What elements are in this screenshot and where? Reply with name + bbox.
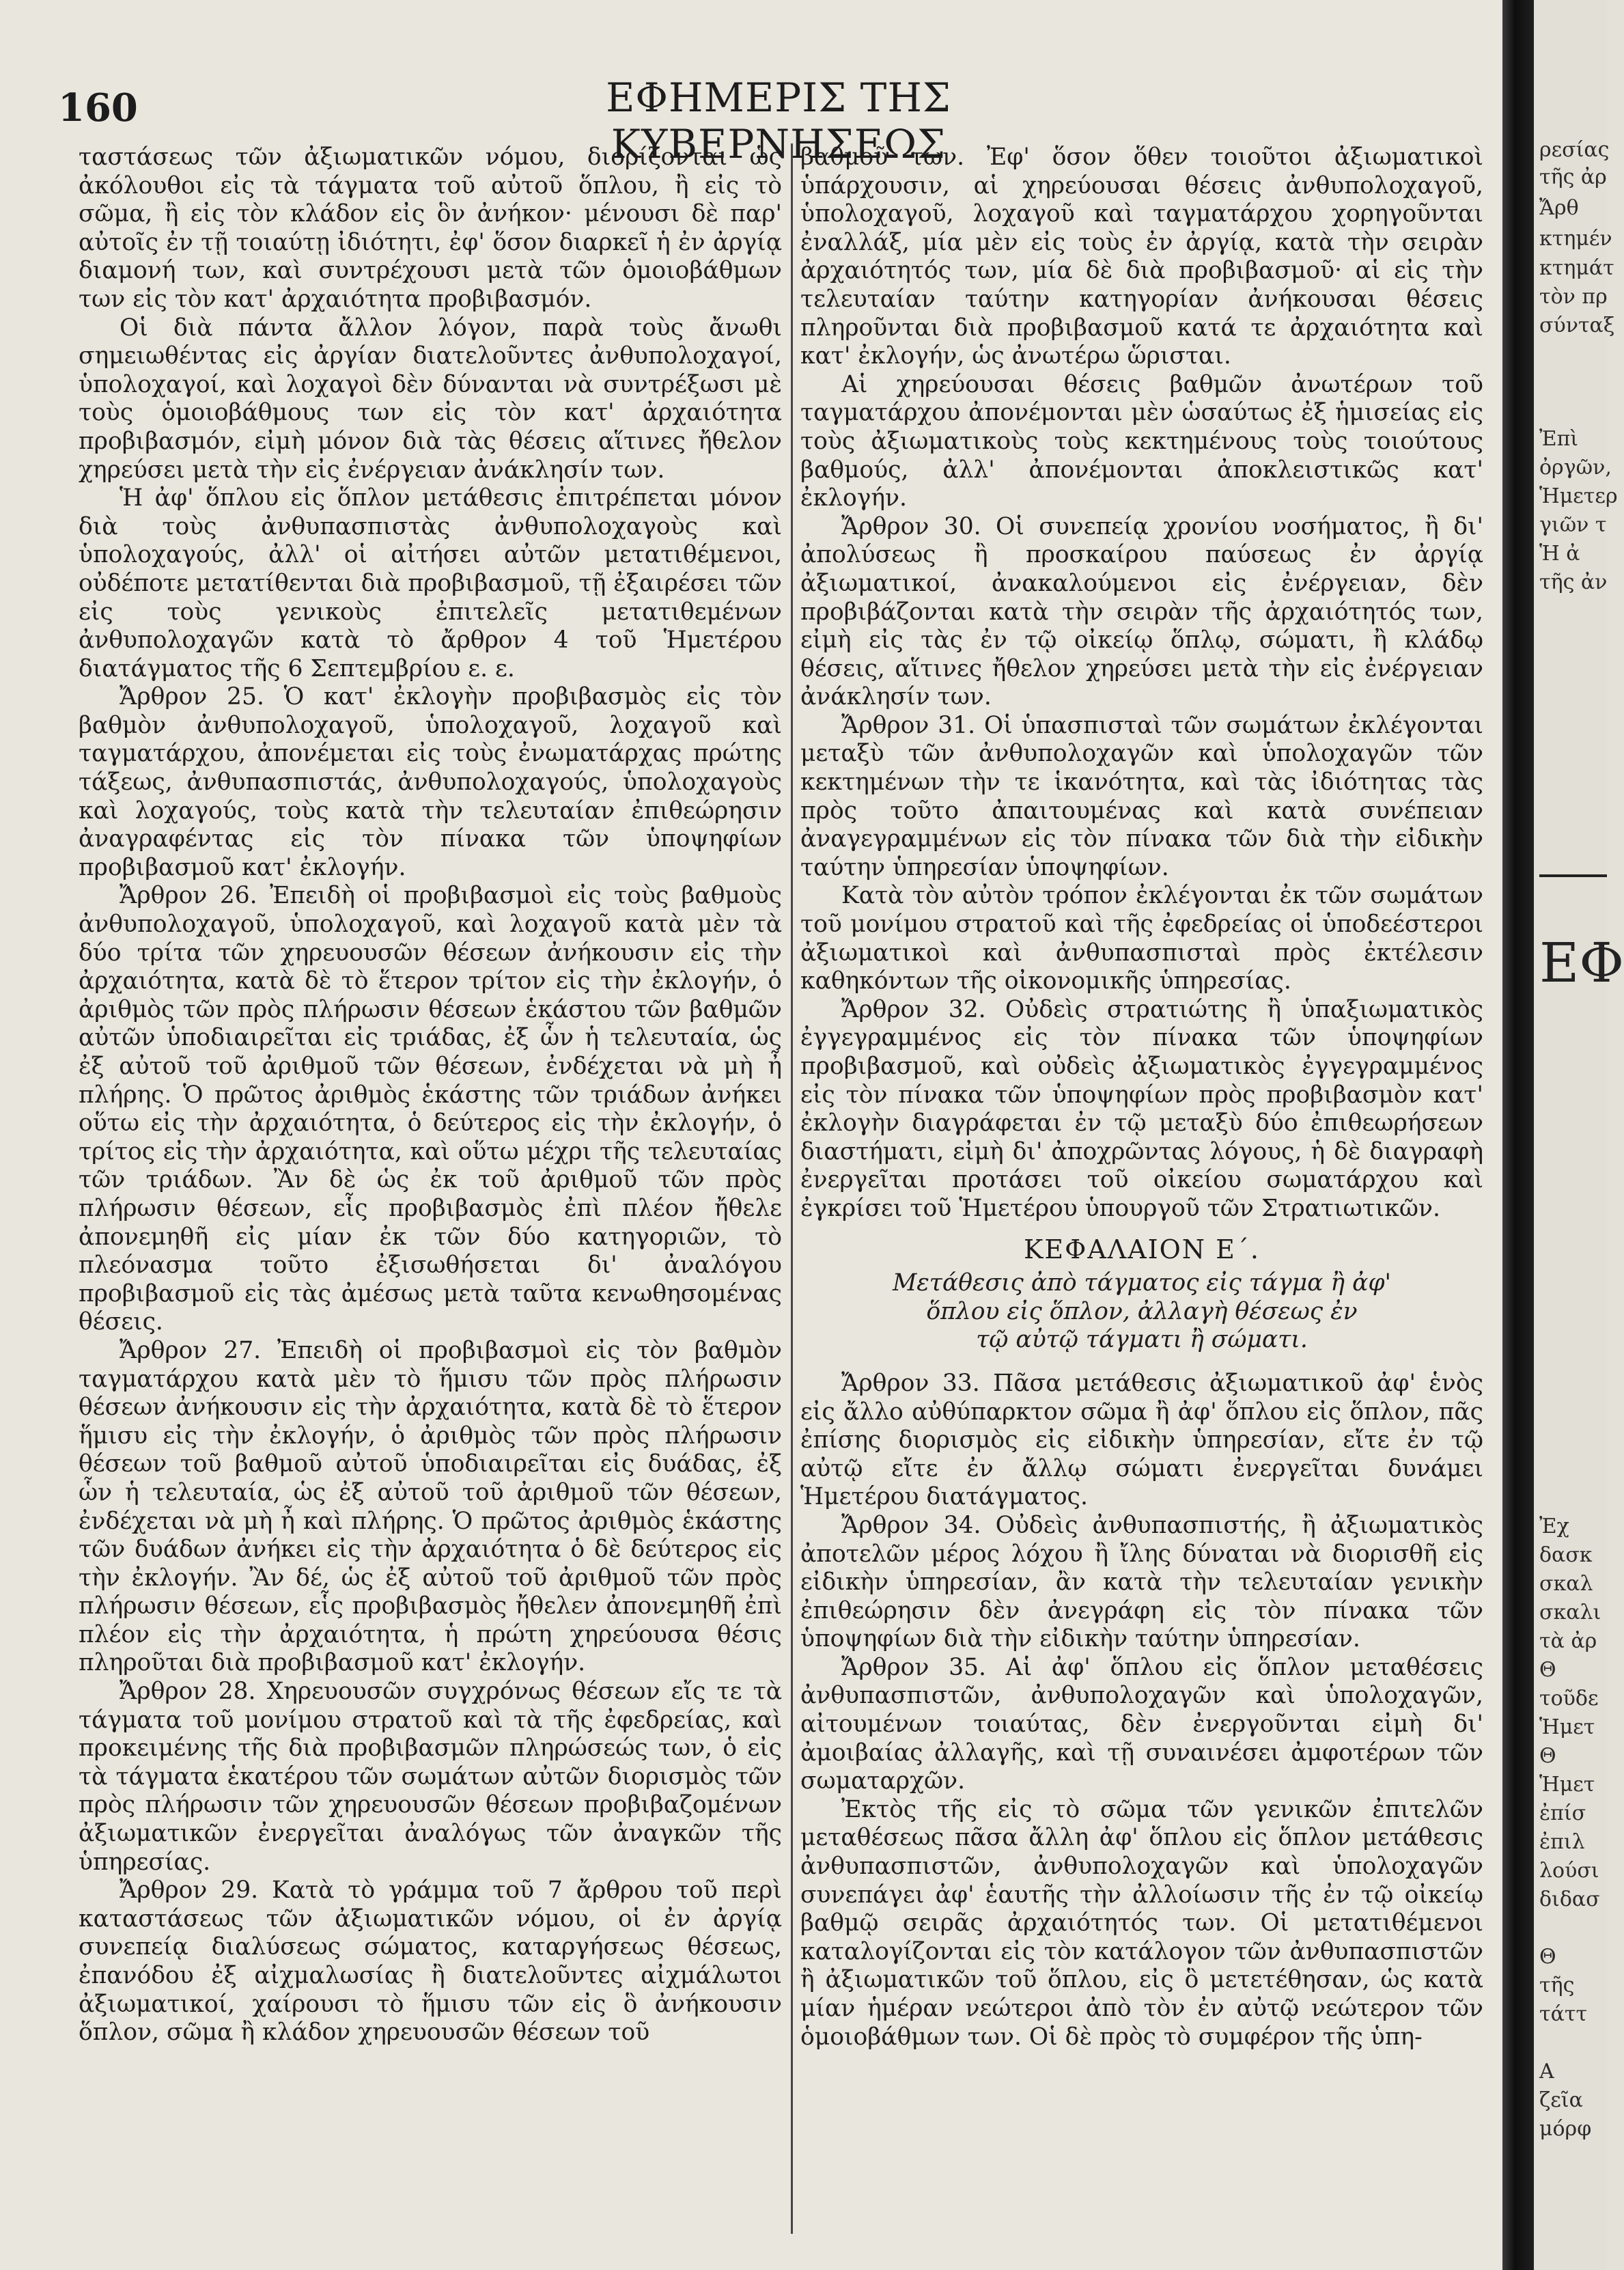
article-26: Ἄρθρον 26. Ἐπειδὴ οἱ προβιβασμοὶ εἰς τοὺς βαθμοὺς ἀνθυπολοχαγοῦ, ὑπολοχαγοῦ, καὶ λοχαγοῦ κατὰ μὲν τὰ δύο τρίτα τῶν χηρευουσῶν θέσεων ἀνήκουσιν εἰς τὴν ἀρχαιότητα, κατὰ δὲ τὸ ἕτερον τρίτον εἰς τὴν ἐκλογήν, ὁ ἀριθμὸς τῶν πρὸς πλήρωσιν θέσεων ἑκάστου τῶν βαθμῶν αὐτῶν ὑποδιαιρεῖται εἰς τριάδας, ἐξ ὧν ἡ τελευταία, ὡς ἐξ αὐτοῦ τοῦ ἀριθμοῦ τῶν θέσεων, ἐνδέχεται νὰ μὴ ἦ πλήρης. Ὁ πρῶτος ἀριθμὸς ἑκάστης τῶν τριάδων ἀνήκει οὕτω εἰς τὴν ἀρχαιότητα, ὁ δεύτερος εἰς τὴν ἐκλογήν, ὁ τρίτος εἰς τὴν ἀρχαιότητα, καὶ οὕτω μέχρι τῆς τελευταίας τῶν τριάδων. Ἂν δὲ ὡς ἐκ τοῦ ἀριθμοῦ τῶν πρὸς πλήρωσιν θέσεων, εἷς προβιβασμὸς ἐπὶ πλέον ἤθελε ἀπονεμηθῆ εἰς μίαν ἐκ τῶν δύο κατηγοριῶν, τὸ πλεόνασμα τοῦτο ἐξισωθήσεται δι' ἀναλόγου προβιβασμοῦ εἰς τὰς ἀμέσως μετὰ ταῦτα κενωθησομένας θέσεις. — [79, 882, 782, 1336]
adjacent-text-fragment: Α — [1539, 2060, 1554, 2084]
adjacent-text-fragment: ζεῖα — [1539, 2088, 1583, 2112]
paragraph: Οἱ διὰ πάντα ἄλλον λόγον, παρὰ τοὺς ἄνωθι σημειωθέντας εἰς ἀργίαν διατελοῦντες ἀνθυπολοχαγοί, ὑπολοχαγοί, καὶ λοχαγοὶ δὲν δύνανται νὰ συντρέξωσι μὲ τοὺς ὁμοιοβάθμους των εἰς τὸν κατ' ἀρχαιότητα προβιβασμόν, εἰμὴ μόνον διὰ τὰς θέσεις αἵτινες ἤθελον χηρεύσει μετὰ τὴν εἰς ἐνέργειαν ἀνάκλησίν των. — [79, 314, 782, 484]
adjacent-text-fragment: Ἡ ἀ — [1539, 542, 1580, 566]
left-column — [79, 143, 782, 2047]
adjacent-text-fragment: λούσι — [1539, 1859, 1599, 1883]
article-33: Ἄρθρον 33. Πᾶσα μετάθεσις ἀξιωματικοῦ ἀφ' ἑνὸς εἰς ἄλλο αὐθύπαρκτον σῶμα ἢ ἀφ' ὅπλου εἰς ὅπλον, πᾶς ἐπίσης διορισμὸς εἰς εἰδικὴν ὑπηρεσίαν, εἴτε ἐν τῷ αὐτῷ εἴτε ἐν ἄλλῳ σώματι ἐνεργεῖται δυνάμει Ἡμετέρου διατάγματος. — [800, 1369, 1483, 1511]
adjacent-text-fragment: κτημάτ — [1539, 256, 1614, 280]
adjacent-text-fragment: ὀργῶν, — [1539, 456, 1612, 480]
adjacent-rule — [1539, 874, 1607, 877]
chapter-subtitle-line: ὅπλου εἰς ὅπλον, ἀλλαγὴ θέσεως ἐν — [926, 1297, 1358, 1325]
adjacent-text-fragment: ἐπιλ — [1539, 1830, 1585, 1854]
article-29: Ἄρθρον 29. Κατὰ τὸ γράμμα τοῦ 7 ἄρθρου τοῦ περὶ καταστάσεως τῶν ἀξιωματικῶν νόμου, οἱ ἐν ἀργίᾳ συνεπείᾳ διαλύσεως σώματος, καταργήσεως θέσεως, ἐπανόδου ἐξ αἰχμαλωσίας ἢ διατελοῦντες αἰχμάλωτοι ἀξιωματικοί, χαίρουσι τὸ ἥμισυ τῶν εἰς ὃ ἀνήκουσιν ὅπλον, σῶμα ἢ κλάδον χηρευουσῶν θέσεων τοῦ — [79, 1877, 782, 2047]
paragraph: Ἡ ἀφ' ὅπλου εἰς ὅπλον μετάθεσις ἐπιτρέπεται μόνον διὰ τοὺς ἀνθυπασπιστὰς ἀνθυπολοχαγοὺς καὶ ὑπολοχαγούς, ἀλλ' οἱ αἰτήσει αὐτῶν μετατιθέμενοι, οὐδέποτε μετατίθενται διὰ προβιβασμοῦ, τῇ ἐξαιρέσει τῶν εἰς τοὺς γενικοὺς ἐπιτελεῖς μετατιθεμένων ἀνθυπολοχαγῶν κατὰ τὸ ἄρθρον 4 τοῦ Ἡμετέρου διατάγματος τῆς 6 Σεπτεμβρίου ε. ε. — [79, 484, 782, 682]
adjacent-text-fragment: σύνταξ — [1539, 314, 1615, 337]
article-35: Ἄρθρον 35. Αἱ ἀφ' ὅπλου εἰς ὅπλον μεταθέσεις ἀνθυπασπιστῶν, ἀνθυπολοχαγῶν καὶ ὑπολοχαγῶν, αἰτουμένων τοιαύτας, δὲν ἐνεργοῦνται εἰμὴ δι' ἀμοιβαίας ἀλλαγῆς, καὶ τῇ συναινέσει ἀμφοτέρων τῶν σωματαρχῶν. — [800, 1653, 1483, 1795]
adjacent-text-fragment: δασκ — [1539, 1543, 1593, 1567]
adjacent-text-fragment: Θ — [1539, 1945, 1556, 1969]
adjacent-text-fragment: τοῦδε — [1539, 1687, 1599, 1711]
adjacent-text-fragment: Ἐχ — [1539, 1514, 1569, 1538]
adjacent-text-fragment: γιῶν τ — [1539, 513, 1607, 537]
paragraph: Κατὰ τὸν αὐτὸν τρόπον ἐκλέγονται ἐκ τῶν σωμάτων τοῦ μονίμου στρατοῦ καὶ τῆς ἐφεδρείας οἱ ὑποδεέστεροι ἀξιωματικοὶ καὶ ἀνθυπασπισταὶ πρὸς ἐκτέλεσιν καθηκόντων τῆς οἰκονομικῆς ὑπηρεσίας. — [800, 882, 1483, 995]
adjacent-text-fragment: ἐπίσ — [1539, 1801, 1586, 1825]
adjacent-text-fragment: Ἡμετ — [1539, 1773, 1595, 1797]
column-divider — [791, 143, 793, 2234]
article-34: Ἄρθρον 34. Οὐδεὶς ἀνθυπασπιστής, ἢ ἀξιωματικὸς ἀποτελῶν μέρος λόχου ἢ ἴλης δύναται νὰ διορισθῆ εἰς εἰδικὴν ὑπηρεσίαν, ἂν κατὰ τὴν τελευταίαν γενικὴν ἐπιθεώρησιν δὲν ἀνεγράφη εἰς τὸν πίνακα τῶν ὑποψηφίων διὰ τὴν εἰδικὴν ταύτην ὑπηρεσίαν. — [800, 1511, 1483, 1653]
adjacent-heading-fragment: ΕΦ — [1539, 931, 1624, 995]
adjacent-text-fragment: Θ — [1539, 1744, 1556, 1768]
article-28: Ἄρθρον 28. Χηρευουσῶν συγχρόνως θέσεων εἴς τε τὰ τάγματα τοῦ μονίμου στρατοῦ καὶ τὰ τῆς ἐφεδρείας, καὶ προκειμένης τῆς διὰ προβιβασμῶν πληρώσεώς των, ὁ εἰς τὰ τάγματα ἑκατέρου τῶν σωμάτων αὐτῶν διορισμὸς τῶν πρὸς πλήρωσιν τῶν χηρευουσῶν θέσεων προβιβαζομένων ἀξιωματικῶν ἐνεργεῖται ἀναλόγως τῶν ἀναγκῶν τῆς ὑπηρεσίας. — [79, 1678, 782, 1876]
adjacent-text-fragment: τῆς ἀρ — [1539, 165, 1607, 189]
adjacent-text-fragment: τῆς ἀν — [1539, 570, 1608, 594]
adjacent-text-fragment: σκαλι — [1539, 1601, 1601, 1624]
adjacent-text-fragment: Θ — [1539, 1658, 1556, 1682]
book-spine-gutter — [1502, 0, 1534, 2270]
adjacent-text-fragment: κτημέν — [1539, 227, 1612, 251]
right-column — [800, 143, 1483, 2051]
chapter-title: ΚΕΦΑΛΑΙΟΝ Ε΄. — [1024, 1234, 1260, 1264]
page-number: 160 — [58, 85, 138, 130]
paragraph: Ἐκτὸς τῆς εἰς τὸ σῶμα τῶν γενικῶν ἐπιτελῶν μεταθέσεως πᾶσα ἄλλη ἀφ' ὅπλου εἰς ὅπλον μετάθεσις ἀνθυπασπιστῶν, ἀνθυπολοχαγῶν καὶ ὑπολοχαγῶν συνεπάγει ἀφ' ἑαυτῆς τὴν ἀλλοίωσιν τῆς ἐν τῷ οἰκείῳ βαθμῷ σειρᾶς ἀρχαιότητός των. Οἱ μετατιθέμενοι καταλογίζονται εἰς τὸν κατάλογον τῶν ἀνθυπασπιστῶν ἢ ἀξιωματικῶν τοῦ ὅπλου, εἰς ὃ μετετέθησαν, ὡς κατὰ μίαν ἡμέραν νεώτεροι ἀπὸ τὸν ἐν αὐτῷ νεώτερον τῶν ὁμοιοβάθμων των. Οἱ δὲ πρὸς τὸ συμφέρον τῆς ὑπη- — [800, 1795, 1483, 2051]
running-title: ΕΦΗΜΕΡΙΣ ΤΗΣ ΚΥΒΕΡΝΗΣΕΩΣ — [606, 74, 951, 167]
paragraph-continuation: ταστάσεως τῶν ἀξιωματικῶν νόμου, διορίζονται ὡς ἀκόλουθοι εἰς τὰ τάγματα τοῦ αὐτοῦ ὅπλου, ἢ εἰς τὸ σῶμα, ἢ εἰς τὸν κλάδον εἰς ὃν ἀνήκον· μένουσι δὲ παρ' αὐτοῖς ἐν τῇ τοιαύτῃ ἰδιότητι, ἐφ' ὅσον διαρκεῖ ἡ ἐν ἀργίᾳ διαμονή των, καὶ συντρέχουσι μετὰ τῶν ὁμοιοβάθμων των εἰς τὸν κατ' ἀρχαιότητα προβιβασμόν. — [79, 143, 782, 313]
adjacent-text-fragment: ρεσίας — [1539, 138, 1610, 162]
adjacent-text-fragment: τὰ ἀρ — [1539, 1629, 1597, 1653]
adjacent-page-edge — [1534, 0, 1624, 2270]
chapter-subtitle-line: Μετάθεσις ἀπὸ τάγματος εἰς τάγμα ἢ ἀφ' — [892, 1269, 1392, 1297]
article-27: Ἄρθρον 27. Ἐπειδὴ οἱ προβιβασμοὶ εἰς τὸν βαθμὸν ταγματάρχου κατὰ μὲν τὸ ἥμισυ τῶν πρὸς πλήρωσιν θέσεων ἀνήκουσιν εἰς τὴν ἀρχαιότητα, κατὰ δὲ τὸ ἕτερον ἥμισυ εἰς τὴν ἐκλογήν, ὁ ἀριθμὸς τῶν πρὸς πλήρωσιν θέσεων τοῦ βαθμοῦ αὐτοῦ ὑποδιαιρεῖται εἰς δυάδας, ἐξ ὧν ἡ τελευταία, ὡς ἐξ αὐτοῦ τοῦ ἀριθμοῦ τῶν θέσεων, ἐνδέχεται νὰ μὴ ἦ καὶ πλήρης. Ὁ πρῶτος ἀριθμὸς ἑκάστης τῶν δυάδων ἀνήκει εἰς τὴν ἀρχαιότητα ὁ δὲ δεύτερος εἰς τὴν ἐκλογήν. Ἂν δέ, ὡς ἐξ αὐτοῦ τοῦ ἀριθμοῦ τῶν πρὸς πλήρωσιν θέσεων, εἷς προβιβασμὸς ἤθελεν ἀπονεμηθῆ ἐπὶ πλέον εἰς τὴν ἀρχαιότητα, ἡ πρώτη χηρεύουσα θέσις πληροῦται διὰ προβιβασμοῦ κατ' ἐκλογήν. — [79, 1336, 782, 1677]
article-31: Ἄρθρον 31. Οἱ ὑπασπισταὶ τῶν σωμάτων ἐκλέγονται μεταξὺ τῶν ἀνθυπολοχαγῶν καὶ ὑπολοχαγῶν τῶν κεκτημένων τὴν τε ἱκανότητα, καὶ τὰς ἰδιότητας τὰς πρὸς τοῦτο ἀπαιτουμένας καὶ κατὰ συνέπειαν ἀναγεγραμμένων εἰς τὸν πίνακα τῶν διὰ τὴν εἰδικὴν ταύτην ὑπηρεσίαν ὑποψηφίων. — [800, 711, 1483, 881]
page-header — [0, 58, 1502, 167]
paragraph: Αἱ χηρεύουσαι θέσεις βαθμῶν ἀνωτέρων τοῦ ταγματάρχου ἀπονέμονται μὲν ὡσαύτως ἐξ ἡμισείας εἰς τοὺς ἀξιωματικοὺς τοὺς κεκτημένους τοὺς τοιούτους βαθμούς, ἀλλ' ἀπονέμονται ἀποκλειστικῶς κατ' ἐκλογήν. — [800, 370, 1483, 512]
adjacent-text-fragment: Ἐπὶ — [1539, 427, 1579, 451]
adjacent-text-fragment: διδασ — [1539, 1887, 1600, 1911]
adjacent-text-fragment: τάττ — [1539, 2002, 1588, 2026]
adjacent-text-fragment: Ἡμετ — [1539, 1715, 1595, 1739]
adjacent-text-fragment: τὸν πρ — [1539, 285, 1608, 309]
adjacent-text-fragment: μόρφ — [1539, 2117, 1592, 2141]
adjacent-text-fragment: τῆς — [1539, 1974, 1575, 1997]
adjacent-text-fragment: Ἄρθ — [1539, 196, 1579, 220]
chapter-subtitle-line: τῷ αὐτῷ τάγματι ἢ σώματι. — [976, 1326, 1308, 1354]
article-25: Ἄρθρον 25. Ὁ κατ' ἐκλογὴν προβιβασμὸς εἰς τὸν βαθμὸν ἀνθυπολοχαγοῦ, ὑπολοχαγοῦ, λοχαγοῦ καὶ ταγματάρχου, ἀπονέμεται εἰς τοὺς ἐνωματάρχας πρώτης τάξεως, ἀνθυπασπιστάς, ἀνθυπολοχαγούς, ὑπολοχαγοὺς καὶ λοχαγούς, τοὺς κατὰ τὴν τελευταίαν ἐπιθεώρησιν ἀναγραφέντας εἰς τὸν πίνακα τῶν ὑποψηφίων προβιβασμοῦ κατ' ἐκλογήν. — [79, 683, 782, 881]
article-32: Ἄρθρον 32. Οὐδεὶς στρατιώτης ἢ ὑπαξιωματικὸς ἐγγεγραμμένος εἰς τὸν πίνακα τῶν ὑποψηφίων προβιβασμοῦ, καὶ οὐδεὶς ἀξιωματικὸς ἐγγεγραμμένος εἰς τὸν πίνακα τῶν ὑποψηφίων πρὸς προβιβασμὸν κατ' ἐκλογὴν διαγράφεται ἐν τῷ μεταξὺ δύο ἐπιθεωρήσεων διαστήματι, εἰμὴ δι' ἀποχρῶντας λόγους, ἡ δὲ διαγραφὴ ἐνεργεῖται προτάσει τοῦ οἰκείου σωματάρχου καὶ ἐγκρίσει τοῦ Ἡμετέρου ὑπουργοῦ τῶν Στρατιωτικῶν. — [800, 995, 1483, 1222]
article-30: Ἄρθρον 30. Οἱ συνεπείᾳ χρονίου νοσήματος, ἢ δι' ἀπολύσεως ἢ προσκαίρου παύσεως ἐν ἀργίᾳ ἀξιωματικοί, ἀνακαλούμενοι εἰς ἐνέργειαν, δὲν προβιβάζονται κατὰ τὴν σειρὰν τῆς ἀρχαιότητός των, εἰμὴ εἰς τὰς ἐν τῷ οἰκείῳ ὅπλῳ, σώματι, ἢ κλάδῳ θέσεις, αἵτινες ἤθελον χηρεύσει μετὰ τὴν εἰς ἐνέργειαν ἀνάκλησίν των. — [800, 512, 1483, 711]
adjacent-text-fragment: Ἡμετερ — [1539, 484, 1618, 508]
paragraph-continuation: βαθμοῦ των. Ἐφ' ὅσον ὅθεν τοιοῦτοι ἀξιωματικοὶ ὑπάρχουσιν, αἱ χηρεύουσαι θέσεις ἀνθυπολοχαγοῦ, ὑπολοχαγοῦ, λοχαγοῦ καὶ ταγματάρχου χορηγοῦνται ἐναλλάξ, μία μὲν εἰς τοὺς ἐν ἀργίᾳ, κατὰ τὴν σειρὰν ἀρχαιότητός των, μία δὲ διὰ προβιβασμοῦ· αἱ εἰς τὴν τελευταίαν ταύτην κατηγορίαν ἀνήκουσαι θέσεις πληροῦνται διὰ προβιβασμοῦ κατά τε ἀρχαιότητα καὶ κατ' ἐκλογήν, ὡς ἀνωτέρω ὥρισται. — [800, 143, 1483, 370]
chapter-subtitle — [800, 1269, 1483, 1355]
adjacent-text-fragment: σκαλ — [1539, 1572, 1593, 1596]
